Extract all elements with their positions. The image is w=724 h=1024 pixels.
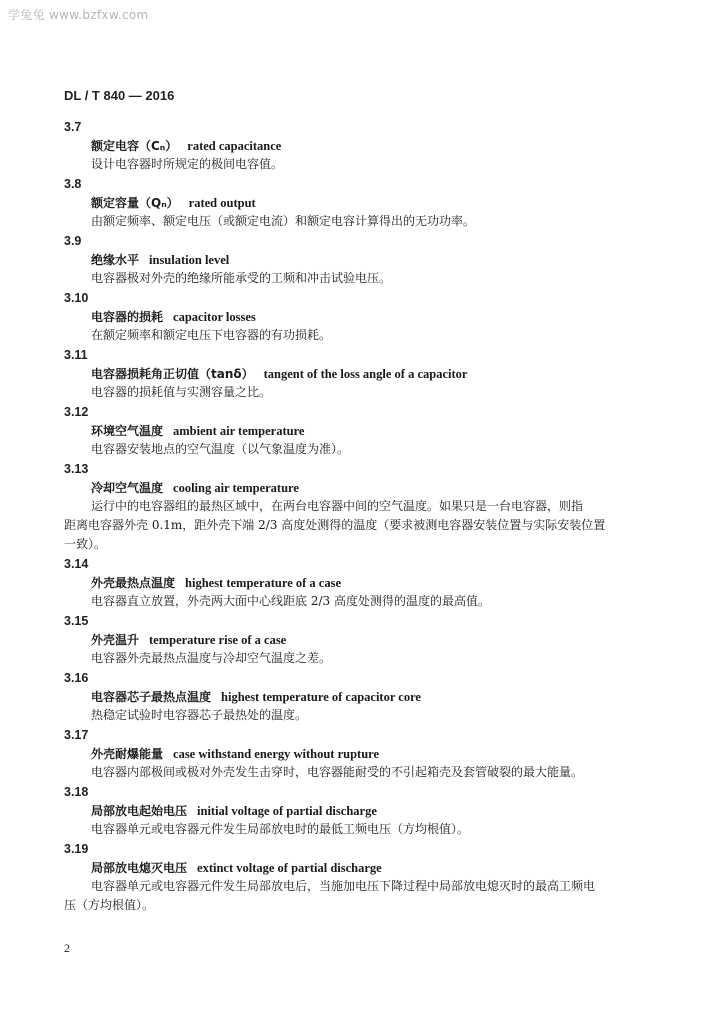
definition-line: 由额定频率、额定电压（或额定电流）和额定电容计算得出的无功功率。 xyxy=(91,214,476,228)
term-chinese: 电容器的损耗 xyxy=(91,310,164,324)
term-entry xyxy=(64,174,664,231)
definition-line: 距离电容器外壳 0.1m，距外壳下端 2/3 高度处测得的温度（要求被测电容器安装位置与实际安装位置 xyxy=(64,518,606,532)
page-number: 2 xyxy=(64,941,70,955)
clause-number: 3.17 xyxy=(64,728,89,742)
clause-number: 3.7 xyxy=(64,120,82,134)
definition-line: 一致）。 xyxy=(64,537,107,551)
term-entry xyxy=(64,402,664,459)
definition-line: 压（方均根值）。 xyxy=(64,898,155,912)
term-heading xyxy=(64,365,664,383)
term-chinese: 局部放电起始电压 xyxy=(91,804,188,818)
term-english: insulation level xyxy=(149,253,230,267)
term-heading xyxy=(64,574,664,592)
definition-line: 电容器安装地点的空气温度（以气象温度为准）。 xyxy=(91,442,350,456)
definition-line: 设计电容器时所规定的极间电容值。 xyxy=(91,157,284,171)
clause-number: 3.12 xyxy=(64,405,89,419)
term-chinese: 外壳温升 xyxy=(91,633,140,647)
term-entry xyxy=(64,345,664,402)
term-heading xyxy=(64,251,664,269)
term-english: highest temperature of a case xyxy=(185,576,341,590)
clause-number: 3.19 xyxy=(64,842,89,856)
definition-line: 电容器单元或电容器元件发生局部放电时的最低工频电压（方均根值）。 xyxy=(91,822,470,836)
standard-header: DL / T 840 — 2016 xyxy=(64,88,175,103)
term-heading xyxy=(64,308,664,326)
watermark: 学兔兔 www.bzfxw.com xyxy=(8,8,149,22)
term-entry xyxy=(64,668,664,725)
definition-line: 电容器直立放置，外壳两大面中心线距底 2/3 高度处测得的温度的最高值。 xyxy=(91,594,490,608)
term-heading xyxy=(64,194,664,212)
term-english: rated capacitance xyxy=(187,139,282,153)
term-heading xyxy=(64,802,664,820)
clause-number: 3.15 xyxy=(64,614,89,628)
definition-line: 电容器单元或电容器元件发生局部放电后，当施加电压下降过程中局部放电熄灭时的最高工频电 xyxy=(91,879,596,893)
term-entry xyxy=(64,725,664,782)
term-chinese: 电容器损耗角正切值（tanδ） xyxy=(91,367,254,381)
clause-number: 3.14 xyxy=(64,557,89,571)
term-english: case withstand energy without rupture xyxy=(173,747,380,761)
term-entry xyxy=(64,782,664,839)
clause-number: 3.11 xyxy=(64,348,88,362)
term-chinese: 额定容量（Qₙ） xyxy=(91,196,179,210)
term-chinese: 冷却空气温度 xyxy=(91,481,164,495)
term-english: capacitor losses xyxy=(173,310,256,324)
term-english: extinct voltage of partial discharge xyxy=(197,861,382,875)
term-heading xyxy=(64,422,664,440)
term-heading xyxy=(64,859,664,877)
term-chinese: 额定电容（Cₙ） xyxy=(91,139,178,153)
term-entry xyxy=(64,554,664,611)
term-chinese: 外壳耐爆能量 xyxy=(91,747,164,761)
term-entry xyxy=(64,839,664,915)
term-chinese: 局部放电熄灭电压 xyxy=(91,861,188,875)
term-chinese: 环境空气温度 xyxy=(91,424,164,438)
term-english: rated output xyxy=(188,196,256,210)
clause-number: 3.10 xyxy=(64,291,89,305)
clause-number: 3.8 xyxy=(64,177,82,191)
term-english: cooling air temperature xyxy=(173,481,299,495)
definition-line: 电容器的损耗值与实测容量之比。 xyxy=(91,385,272,399)
term-english: temperature rise of a case xyxy=(149,633,287,647)
term-english: tangent of the loss angle of a capacitor xyxy=(263,367,468,381)
term-heading xyxy=(64,688,664,706)
definition-line: 电容器极对外壳的绝缘所能承受的工频和冲击试验电压。 xyxy=(91,271,392,285)
term-english: highest temperature of capacitor core xyxy=(221,690,421,704)
term-heading xyxy=(64,631,664,649)
definition-line: 运行中的电容器组的最热区域中，在两台电容器中间的空气温度。如果只是一台电容器，则指 xyxy=(91,499,584,513)
term-entry xyxy=(64,288,664,345)
term-heading xyxy=(64,745,664,763)
definition-line: 电容器内部极间或极对外壳发生击穿时，电容器能耐受的不引起箱壳及套管破裂的最大能量。 xyxy=(91,765,584,779)
term-english: ambient air temperature xyxy=(173,424,305,438)
term-entry xyxy=(64,117,664,174)
term-chinese: 外壳最热点温度 xyxy=(91,576,176,590)
term-heading xyxy=(64,137,664,155)
term-entry xyxy=(64,231,664,288)
clause-number: 3.16 xyxy=(64,671,89,685)
term-entry xyxy=(64,459,664,554)
term-entry xyxy=(64,611,664,668)
definition-line: 在额定频率和额定电压下电容器的有功损耗。 xyxy=(91,328,332,342)
definition-line: 热稳定试验时电容器芯子最热处的温度。 xyxy=(91,708,308,722)
term-english: initial voltage of partial discharge xyxy=(197,804,377,818)
clause-number: 3.13 xyxy=(64,462,89,476)
term-chinese: 电容器芯子最热点温度 xyxy=(91,690,212,704)
term-heading xyxy=(64,479,664,497)
clause-number: 3.9 xyxy=(64,234,82,248)
definition-line: 电容器外壳最热点温度与冷却空气温度之差。 xyxy=(91,651,332,665)
term-chinese: 绝缘水平 xyxy=(91,253,140,267)
terms-list xyxy=(64,117,664,915)
clause-number: 3.18 xyxy=(64,785,89,799)
